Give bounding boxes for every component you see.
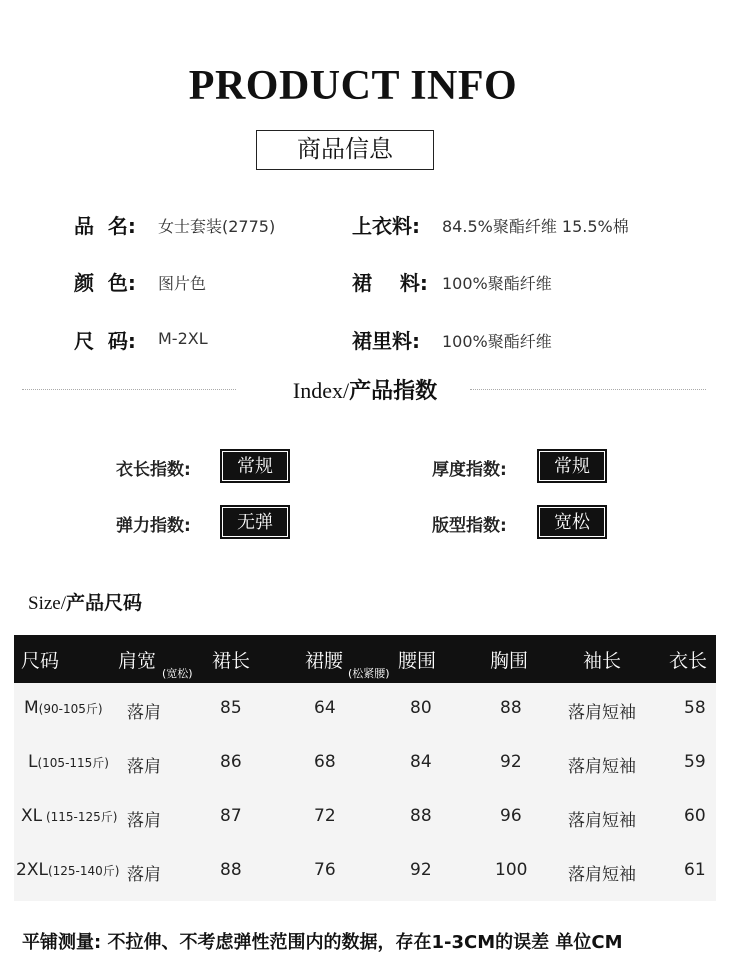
header-sleeve: 袖长 [583, 650, 622, 672]
row-l-shoulder: 落肩 [127, 757, 161, 777]
page-subtitle: 商品信息 [256, 130, 434, 170]
top-fabric-value: 84.5%聚酯纤维 15.5%棉 [442, 217, 629, 236]
row-l-sleeve: 落肩短袖 [568, 757, 636, 777]
row-2xl-skirt-length: 88 [220, 860, 242, 880]
index-title-cjk: 产品指数 [349, 379, 438, 404]
index-title-latin: Index/ [292, 378, 350, 403]
row-l-bust: 92 [500, 752, 522, 772]
row-m-sleeve: 落肩短袖 [568, 703, 636, 723]
row-m-skirt-waist: 64 [314, 698, 336, 718]
row-l-skirt-waist: 68 [314, 752, 336, 772]
header-skirt-waist-note: (松紧腰) [348, 667, 390, 680]
color-value: 图片色 [158, 274, 207, 293]
row-2xl-weight-range: (125-140斤) [47, 864, 120, 878]
size-title-latin: Size/ [28, 593, 66, 614]
skirt-fabric-label: 裙 料: [352, 271, 428, 295]
header-bust: 胸围 [490, 650, 529, 672]
header-skirt-waist: 裙腰 [305, 650, 344, 672]
row-xl-shoulder: 落肩 [127, 811, 161, 831]
row-l-weight-range: (105-115斤) [37, 756, 109, 770]
header-size: 尺码 [21, 650, 60, 672]
row-2xl-waist: 92 [410, 860, 432, 880]
size-range-value: M-2XL [158, 329, 208, 348]
product-name-value: 女士套装(2775) [158, 217, 276, 236]
page-title: PRODUCT INFO [188, 63, 518, 109]
index-title [240, 374, 490, 405]
index-label-elasticity: 弹力指数: [116, 516, 191, 536]
row-xl-weight-range: (115-125斤) [42, 810, 118, 824]
index-badge-fit: 宽松 [539, 507, 605, 537]
index-badge-length: 常规 [222, 451, 288, 481]
top-fabric-label: 上衣料: [352, 214, 420, 238]
row-2xl-sleeve: 落肩短袖 [568, 865, 636, 885]
index-badge-elasticity: 无弹 [222, 507, 288, 537]
row-m-skirt-length: 85 [220, 698, 242, 718]
skirt-fabric-value: 100%聚酯纤维 [442, 274, 552, 293]
row-m-bust: 88 [500, 698, 522, 718]
index-label-fit: 版型指数: [432, 516, 507, 536]
row-2xl-size [16, 860, 119, 880]
row-m-waist: 80 [410, 698, 432, 718]
row-m-size [24, 698, 103, 718]
row-2xl-shoulder: 落肩 [127, 865, 161, 885]
row-xl-sleeve: 落肩短袖 [568, 811, 636, 831]
index-badge-thickness: 常规 [539, 451, 605, 481]
row-l-size [28, 752, 109, 772]
row-xl-skirt-length: 87 [220, 806, 242, 826]
row-l-skirt-length: 86 [220, 752, 242, 772]
skirt-lining-label: 裙里料: [352, 329, 420, 353]
index-divider-left [22, 389, 236, 390]
row-l-waist: 84 [410, 752, 432, 772]
row-2xl-size-code: 2XL [16, 860, 48, 880]
product-name-label: 品 名: [74, 214, 136, 238]
size-chart-title [28, 588, 142, 615]
header-length: 衣长 [669, 650, 708, 672]
index-label-length: 衣长指数: [116, 460, 191, 480]
row-2xl-length: 61 [684, 860, 706, 880]
row-2xl-bust: 100 [495, 860, 528, 880]
row-l-size-code: L [28, 752, 38, 772]
size-title-cjk: 产品尺码 [66, 592, 143, 614]
row-xl-skirt-waist: 72 [314, 806, 336, 826]
row-xl-length: 60 [684, 806, 706, 826]
measurement-note: 平铺测量: 不拉伸、不考虑弹性范围内的数据，存在1-3CM的误差 单位CM [22, 932, 623, 953]
row-m-size-code: M [24, 698, 39, 718]
header-waist: 腰围 [398, 650, 437, 672]
color-label: 颜 色: [74, 271, 136, 295]
size-range-label: 尺 码: [74, 329, 136, 353]
row-m-shoulder: 落肩 [127, 703, 161, 723]
index-label-thickness: 厚度指数: [432, 460, 507, 480]
row-l-length: 59 [684, 752, 706, 772]
header-shoulder: 肩宽 [118, 650, 157, 672]
row-2xl-skirt-waist: 76 [314, 860, 336, 880]
row-m-weight-range: (90-105斤) [38, 702, 103, 716]
skirt-lining-value: 100%聚酯纤维 [442, 332, 552, 351]
row-m-length: 58 [684, 698, 706, 718]
index-divider-right [470, 389, 706, 390]
row-xl-bust: 96 [500, 806, 522, 826]
row-xl-waist: 88 [410, 806, 432, 826]
row-xl-size [21, 806, 117, 826]
header-shoulder-note: (宽松) [162, 667, 193, 680]
row-xl-size-code: XL [21, 806, 43, 826]
header-skirt-length: 裙长 [212, 650, 251, 672]
